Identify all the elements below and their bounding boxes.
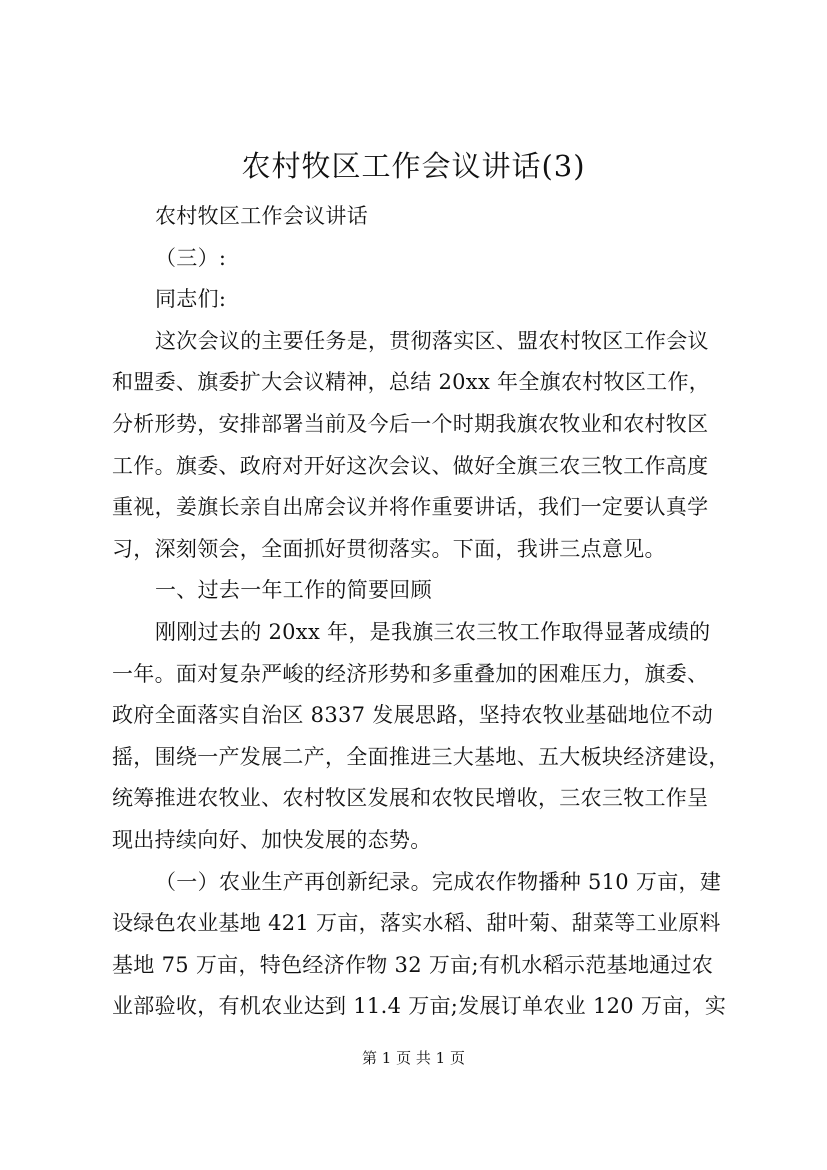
- section-heading: 一、过去一年工作的简要回顾: [155, 578, 432, 603]
- paragraph-line: （一）农业生产再创新纪录。完成农作物播种 510 万亩，建: [155, 869, 722, 894]
- paragraph-line: 现出持续向好、加快发展的态势。: [112, 827, 432, 852]
- salutation-line: 同志们:: [155, 287, 227, 312]
- paragraph-line: 和盟委、旗委扩大会议精神，总结 20xx 年全旗农村牧区工作，: [112, 370, 711, 395]
- paragraph-line: 设绿色农业基地 421 万亩，落实水稻、甜叶菊、甜菜等工业原料: [112, 911, 721, 936]
- page-number-footer: 第 1 页 共 1 页: [362, 1049, 465, 1067]
- paragraph-line: 重视，姜旗长亲自出席会议并将作重要讲话，我们一定要认真学: [112, 495, 709, 520]
- paragraph-line: 政府全面落实自治区 8337 发展思路，坚持农牧业基础地位不动: [112, 703, 714, 728]
- paragraph-line: 摇，围绕一产发展二产，全面推进三大基地、五大板块经济建设，: [112, 744, 730, 769]
- subtitle-line: 农村牧区工作会议讲话: [155, 204, 368, 228]
- paragraph-line: 工作。旗委、政府对开好这次会议、做好全旗三农三牧工作高度: [112, 453, 709, 478]
- paragraph-line: 这次会议的主要任务是，贯彻落实区、盟农村牧区工作会议: [155, 328, 709, 353]
- document-title: 农村牧区工作会议讲话(3): [241, 149, 586, 183]
- paragraph-line: 基地 75 万亩，特色经济作物 32 万亩;有机水稻示范基地通过农: [112, 952, 714, 977]
- document-body: [112, 196, 730, 1028]
- paragraph-line: 一年。面对复杂严峻的经济形势和多重叠加的困难压力，旗委、: [112, 661, 709, 686]
- paragraph-line: 分析形势，安排部署当前及今后一个时期我旗农牧业和农村牧区: [112, 411, 709, 436]
- paragraph-line: 习，深刻领会，全面抓好贯彻落实。下面，我讲三点意见。: [112, 536, 666, 561]
- paragraph-line: 刚刚过去的 20xx 年，是我旗三农三牧工作取得显著成绩的: [155, 619, 711, 644]
- subtitle-number-line: （三）:: [155, 245, 227, 270]
- paragraph-line: 统筹推进农牧业、农村牧区发展和农牧民增收，三农三牧工作呈: [112, 786, 709, 811]
- paragraph-line: 业部验收，有机农业达到 11.4 万亩;发展订单农业 120 万亩，实: [112, 994, 727, 1019]
